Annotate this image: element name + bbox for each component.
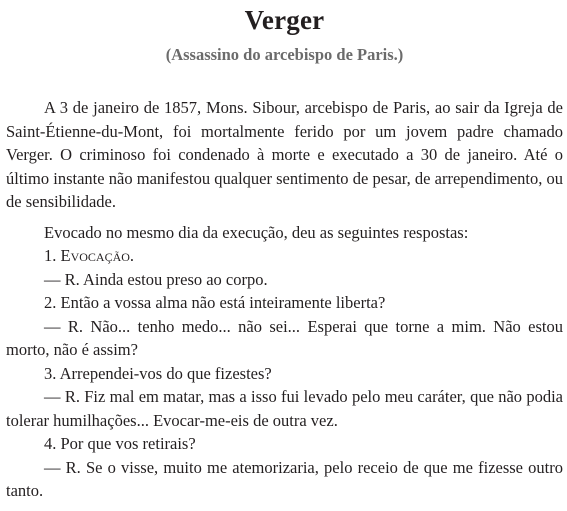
question-number: 4. <box>44 434 57 453</box>
question-text: Evocação. <box>60 246 135 265</box>
question-4 <box>6 432 563 456</box>
page-subtitle: (Assassino do arcebispo de Paris.) <box>165 45 404 64</box>
question-3 <box>6 362 563 386</box>
question-1 <box>6 244 563 268</box>
document-page <box>6 0 563 503</box>
question-text: Arrependei-vos do que fizestes? <box>59 363 272 383</box>
evocation-intro: Evocado no mesmo dia da execução, deu as seguintes respostas: <box>44 222 469 242</box>
intro-paragraph: A 3 de janeiro de 1857, Mons. Sibour, arcebispo de Paris, ao sair da Igreja de Saint-Étienne-du-Mont, foi mortalmente ferido por um jovem padre chamado Verger. O criminoso foi condenado à morte e executado a 30 de janeiro. Até o último instante não manifestou qualquer sentimento de pesar, de arrependimento, ou de sensibilidade. <box>6 98 563 211</box>
page-title: Verger <box>244 5 325 35</box>
question-text: Então a vossa alma não está inteiramente liberta? <box>60 293 386 312</box>
answer-4: — R. Se o visse, muito me atemorizaria, pelo receio de que me fizesse outro tanto. <box>6 457 563 500</box>
answer-2: — R. Não... tenho medo... não sei... Esperai que torne a mim. Não estou morto, não é assim? <box>6 316 563 359</box>
question-number: 3. <box>44 363 57 383</box>
question-number: 1. <box>44 246 57 265</box>
answer-1: — R. Ainda estou preso ao corpo. <box>44 269 268 289</box>
question-2 <box>6 291 563 315</box>
question-text: Por que vos retirais? <box>60 434 196 453</box>
question-number: 2. <box>44 293 57 312</box>
answer-3: — R. Fiz mal em matar, mas a isso fui levado pelo meu caráter, que não podia tolerar humilhações... Evocar-me-eis de outra vez. <box>6 387 563 430</box>
